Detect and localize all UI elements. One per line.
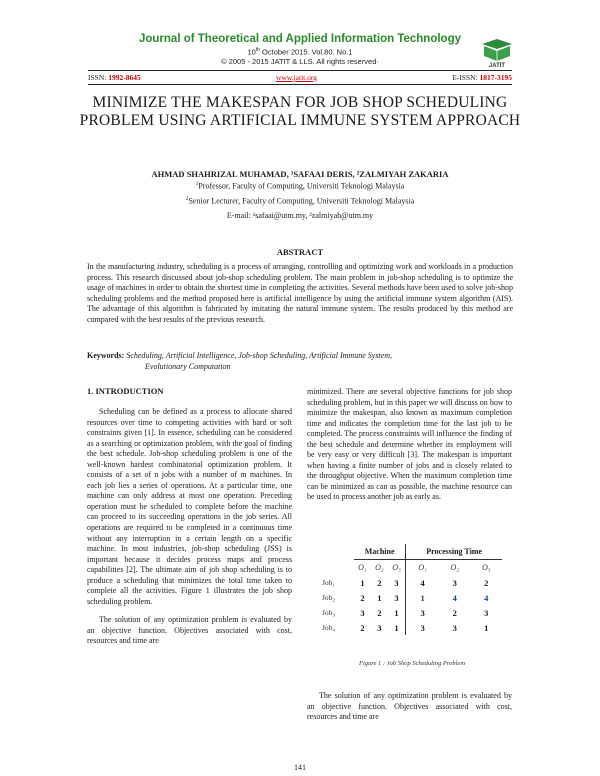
op-header: O₃ — [481, 563, 491, 572]
journal-url-link[interactable]: www.jatit.org — [275, 73, 317, 82]
machine-cell: 2 — [377, 577, 382, 588]
column-left — [87, 407, 292, 655]
time-cell: 2 — [484, 577, 489, 588]
section-heading: 1. INTRODUCTION — [87, 386, 164, 396]
blank-cell — [322, 544, 354, 560]
job-label: Job₃ — [322, 608, 336, 617]
time-header: Processing Time — [406, 544, 502, 560]
affiliation-2: $^2$Senior Lecturer, Faculty of Computing, Universiti Teknologi Malaysia — [185, 196, 415, 206]
machine-cell: 1 — [394, 622, 399, 633]
machine-cell: 2 — [377, 607, 382, 618]
blank-cell — [322, 560, 354, 576]
op-header: O₂ — [450, 563, 460, 572]
machine-cell: 2 — [360, 622, 365, 633]
job-label: Job₁ — [322, 578, 336, 587]
time-cell: 3 — [452, 577, 457, 588]
machine-header: Machine — [354, 544, 406, 560]
affiliation-1: $^1$Professor, Faculty of Computing, Universiti Teknologi Malaysia — [195, 181, 405, 191]
logo-text: JATIT — [488, 63, 506, 68]
figure-caption: Figure 1 : Job Shop Scheduling Problem — [358, 660, 466, 667]
column-right-bottom — [307, 691, 512, 731]
issn: ISSN: 1992-8645 — [88, 73, 141, 82]
machine-cell: 3 — [394, 577, 399, 588]
intro-paragraph-4: The solution of any optimization problem is evaluated by an objective function. Objectives associated with cost, resources and time are — [307, 691, 512, 722]
table-row — [322, 620, 502, 635]
job-label: Job₂ — [322, 593, 336, 602]
column-right — [307, 387, 512, 511]
issn-row — [88, 73, 512, 82]
time-cell: 3 — [406, 620, 439, 635]
machine-cell: 3 — [360, 607, 365, 618]
time-cell: 4 — [452, 592, 457, 603]
machine-cell: 1 — [377, 592, 382, 603]
op-header: O₂ — [375, 563, 384, 572]
figure-1-table — [322, 544, 502, 635]
time-cell: 3 — [452, 622, 457, 633]
table-row — [322, 605, 502, 620]
issue-info: 10th October 2015. Vol.80. No.1 — [247, 47, 353, 57]
keywords-label: Keywords: — [87, 351, 125, 360]
header-rule — [88, 70, 512, 71]
op-header: O₁ — [406, 560, 439, 576]
eissn: E-ISSN: 1817-3195 — [452, 73, 512, 82]
table-row — [322, 590, 502, 605]
keywords — [87, 351, 513, 372]
authors: AHMAD SHAHRIZAL MUHAMAD, ¹SAFAAI DERIS, ²ZALMIYAH ZAKARIA — [151, 169, 449, 179]
machine-cell: 2 — [360, 592, 365, 603]
time-cell: 2 — [452, 607, 457, 618]
table-row — [322, 575, 502, 590]
intro-paragraph-2: The solution of any optimization problem is evaluated by an objective function. Objectives associated with cost, resources and time are — [87, 615, 292, 646]
machine-cell: 1 — [360, 577, 365, 588]
header-rule-bottom — [88, 84, 512, 85]
abstract-text: In the manufacturing industry, scheduling is a process of arranging, controlling and optimizing work and workloads in a production process. This research discussed about job-shop scheduling problem. The main problem in job-shop scheduling is to optimize the usage of machines in order to obtain the shortest time in completing the activities. Several methods have been used to solve job-shop scheduling problems and the method proposed here is artificial intelligence by using the artificial immune system algorithm (AIS). The advantage of this algorithm is fabricated by imitating the natural immune system. The results produced by this method are compared with the best results of the previous research. — [87, 262, 513, 324]
page-number: 141 — [294, 763, 306, 772]
machine-cell: 1 — [394, 607, 399, 618]
machine-cell: 3 — [377, 622, 382, 633]
paper-title: MINIMIZE THE MAKESPAN FOR JOB SHOP SCHEDULING PROBLEM USING ARTIFICIAL IMMUNE SYSTEM APPROACH — [79, 94, 521, 129]
op-header: O₃ — [392, 563, 401, 572]
abstract-heading: ABSTRACT — [276, 247, 324, 257]
time-cell: 4 — [406, 575, 439, 590]
jatit-logo-icon — [478, 38, 516, 68]
intro-paragraph-3: minimized. There are several objective functions for job shop scheduling problem, but in this paper we will discuss on how to minimize the makespan, also known as maximum completion time and indicates the completion time for the last job to be completed. The process constraints will influence the finding of the best schedule and determine whether its employment will be very easy or very difficult [3]. The makespan is important when having a finite number of jobs and is closely related to the throughput objective. When the maximum completion time can be minimized as can as possible, the machine resource can be used to process another job as early as. — [307, 387, 512, 502]
intro-paragraph-1: Scheduling can be defined as a process to allocate shared resources over time to competing activities with hard or soft constraints given [1]. In essence, scheduling can be considered as a searching or optimization problem, with the goal of finding the best schedule. Job-shop scheduling problem is one of the well-known hardest combinatorial optimization problem. It consists of a set of n jobs with a number of m machines. In each job lies a series of operations. At a particular time, one machine can only address at most one operation. Preceding operation must be scheduled to complete before the machine can proceed to its succeeding operations in the job series. All operations are required to be completed in a continuous time without any interruption in a certain length on a specific machine. In most industries, job-shop scheduling (JSS) is important because it decides process maps and process capabilities [2]. The ultimate aim of job shop scheduling is to produce a scheduling that minimizes the total time taken to complete all the activities. Figure 1 illustrates the job shop scheduling problem. — [87, 407, 292, 606]
machine-cell: 3 — [394, 592, 399, 603]
time-cell: 3 — [484, 607, 489, 618]
author-emails: E-mail: ¹safaai@utm.my, ²zalmiyah@utm.my — [226, 211, 374, 220]
time-cell: 1 — [484, 622, 489, 633]
journal-title: Journal of Theoretical and Applied Information Technology — [138, 33, 462, 45]
keywords-line1: Scheduling, Artificial Intelligence, Job-shop Scheduling, Artificial Immune System, — [126, 351, 392, 360]
time-cell: 3 — [406, 605, 439, 620]
time-cell: 4 — [484, 592, 489, 603]
job-label: Job₄ — [322, 623, 336, 632]
copyright: © 2005 - 2015 JATIT & LLS. All rights reserved· — [221, 57, 379, 66]
op-header: O₁ — [358, 563, 367, 572]
time-cell: 1 — [406, 590, 439, 605]
keywords-line2: Evolutionary Computation — [145, 361, 231, 371]
